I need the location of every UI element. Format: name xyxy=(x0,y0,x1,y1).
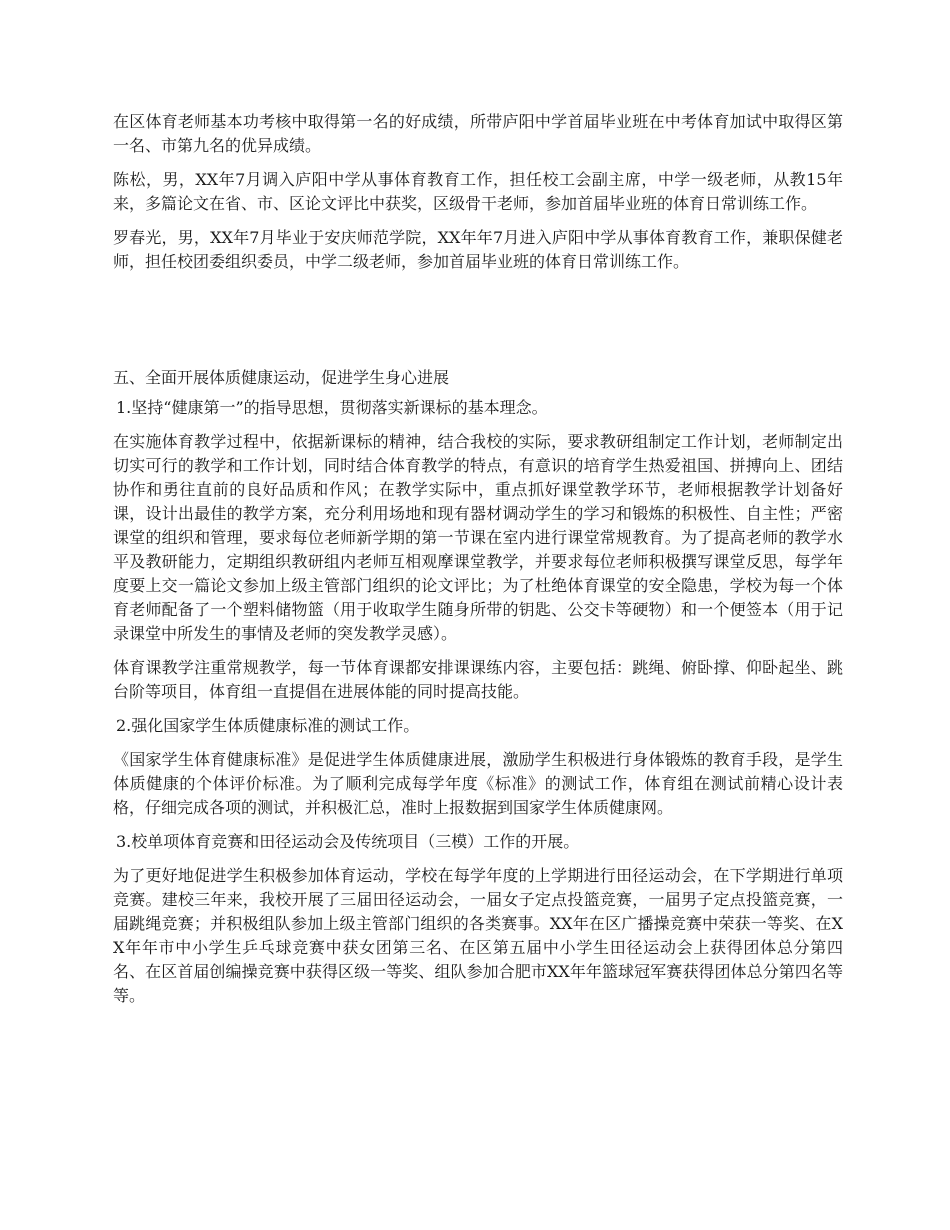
item-1-title: 1.坚持“健康第一”的指导思想，贯彻落实新课标的基本理念。 xyxy=(116,398,548,417)
item-2-paragraph: 《国家学生体育健康标准》是促进学生体质健康进展，激励学生积极进行身体锻炼的教育手段，是学生体质健康的个体评价标准。为了顺利完成每学年度《标准》的测试工作，体育组在测试前精心设计表格，仔细完成各项的测试，并积极汇总，准时上报数据到国家学生体质健康网。 xyxy=(113,750,843,817)
paragraph-achievement: 在区体育老师基本功考核中取得第一名的好成绩，所带庐阳中学首届毕业班在中考体育加试中取得区第一名、市第九名的优异成绩。 xyxy=(113,112,843,155)
paragraph-luo-chunguang: 罗春光，男，XX年7月毕业于安庆师范学院，XX年年7月进入庐阳中学从事体育教育工作，兼职保健老师，担任校团委组织委员，中学二级老师，参加首届毕业班的体育日常训练工作。 xyxy=(113,228,843,271)
paragraph-chen-song: 陈松，男，XX年7月调入庐阳中学从事体育教育工作，担任校工会副主席，中学一级老师，从教15年来，多篇论文在省、市、区论文评比中获奖，区级骨干老师，参加首届毕业班的体育日常训练工作。 xyxy=(113,170,843,213)
section-heading: 五、全面开展体质健康运动，促进学生身心进展 xyxy=(113,368,450,387)
blank-space xyxy=(113,284,843,366)
item-1-paragraph-1: 在实施体育教学过程中，依据新课标的精神，结合我校的实际，要求教研组制定工作计划，老师制定出切实可行的教学和工作计划，同时结合体育教学的特点，有意识的培育学生热爱祖国、拼搏向上、团结协作和勇往直前的良好品质和作风；在教学实际中，重点抓好课堂教学环节，老师根据教学计划备好课，设计出最佳的教学方案，充分利用场地和现有器材调动学生的学习和锻炼的积极性、自主性；严密课堂的组织和管理，要求每位老师新学期的第一节课在室内进行课堂常规教育。为了提高老师的教学水平及教研能力，定期组织教研组内老师互相观摩课堂教学，并要求每位老师积极撰写课堂反思，每学年度要上交一篇论文参加上级主管部门组织的论文评比；为了杜绝体育课堂的安全隐患，学校为每一个体育老师配备了一个塑料储物篮（用于收取学生随身所带的钥匙、公交卡等硬物）和一个便签本（用于记录课堂中所发生的事情及老师的突发教学灵感）。 xyxy=(113,432,843,643)
item-1-paragraph-2: 体育课教学注重常规教学，每一节体育课都安排课课练内容，主要包括：跳绳、俯卧撑、仰卧起坐、跳台阶等项目，体育组一直提倡在进展体能的同时提高技能。 xyxy=(113,658,843,701)
item-2-title: 2.强化国家学生体质健康标准的测试工作。 xyxy=(116,716,420,735)
item-3-title: 3.校单项体育竞赛和田径运动会及传统项目（三模）工作的开展。 xyxy=(116,832,580,851)
item-3-paragraph: 为了更好地促进学生积极参加体育运动，学校在每学年度的上学期进行田径运动会，在下学期进行单项竞赛。建校三年来，我校开展了三届田径运动会，一届女子定点投篮竞赛，一届男子定点投篮竞赛，一届跳绳竞赛；并积极组队参加上级主管部门组织的各类赛事。XX年在区广播操竞赛中荣获一等奖、在XX年年市中小学生乒乓球竞赛中获女团第三名、在区第五届中小学生田径运动会上获得团体总分第四名、在区首届创编操竞赛中获得区级一等奖、组队参加合肥市XX年年篮球冠军赛获得团体总分第四名等等。 xyxy=(113,866,843,1005)
document-page xyxy=(113,110,843,1008)
